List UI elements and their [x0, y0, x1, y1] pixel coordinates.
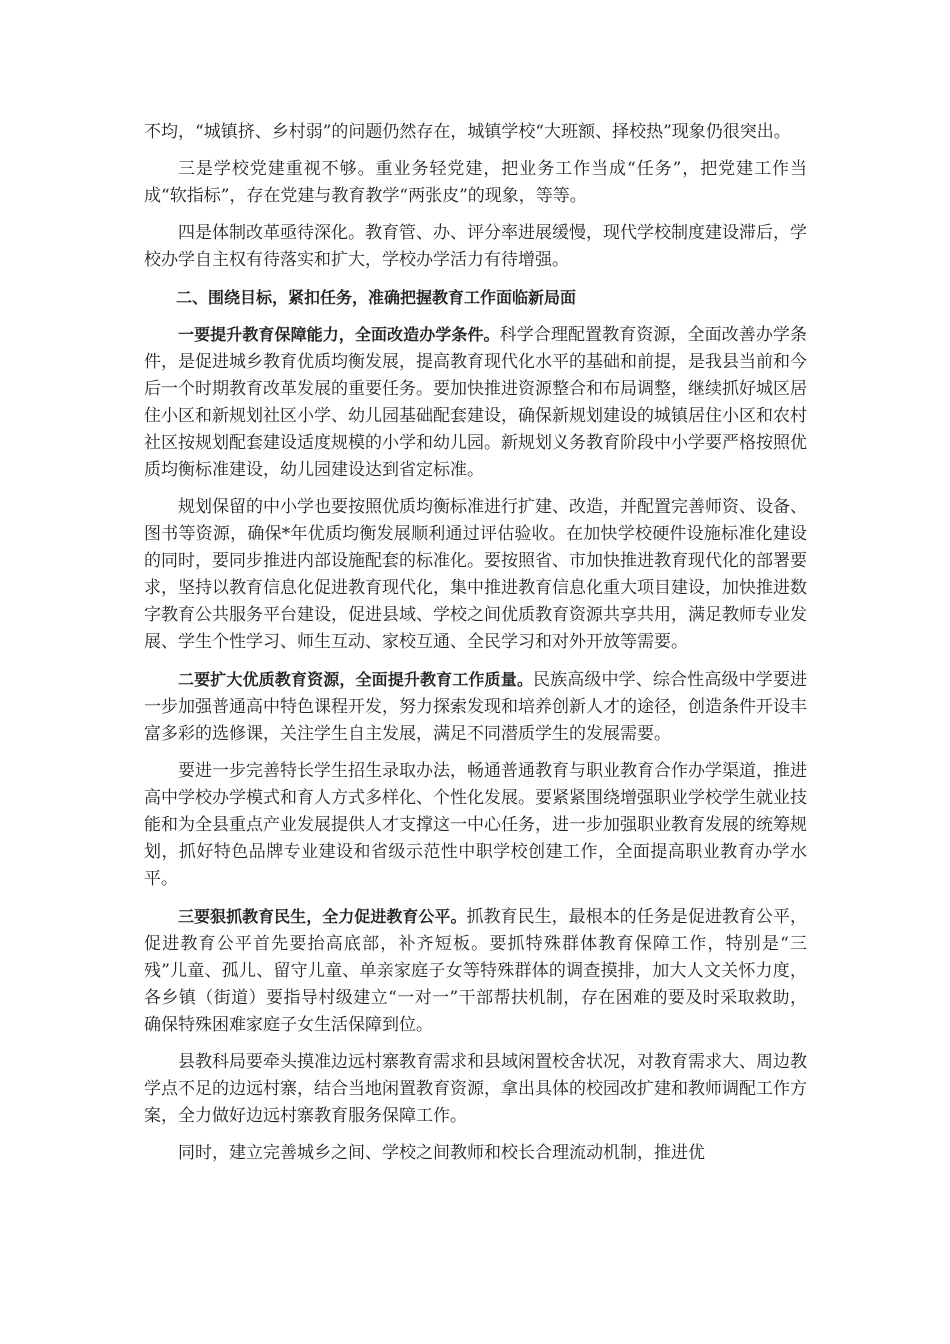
paragraph-system-reform: 四是体制改革亟待深化。教育管、办、评分率进展缓慢，现代学校制度建设滞后，学校办学自主权有待落实和扩大，学校办学活力有待增强。 — [144, 223, 807, 270]
paragraph-school-planning: 规划保留的中小学也要按照优质均衡标准进行扩建、改造，并配置完善师资、设备、图书等资源，确保*年优质均衡发展顺利通过评估验收。在加快学校硬件设施标准化建设的同时，要同步推进内部设施配套的标准化。要按照省、市加快推进教育现代化的部署要求，坚持以教育信息化促进教育现代化，集中推进教育信息化重大项目建设，加快推进数字教育公共服务平台建设，促进县域、学校之间优质教育资源共享共用，满足教师专业发展、学生个性学习、师生互动、家校互通、全民学习和对外开放等需要。 — [144, 497, 807, 652]
task-three-lead: 三要狠抓教育民生，全力促进教育公平。 — [178, 907, 467, 926]
paragraph-remote-villages: 县教科局要牵头摸准边远村寨教育需求和县域闲置校舍状况，对教育需求大、周边教学点不足的边远村寨，结合当地闲置教育资源，拿出具体的校园改扩建和教师调配工作方案，全力做好边远村寨教育服务保障工作。 — [144, 1052, 807, 1126]
paragraph-vocational-education: 要进一步完善特长学生招生录取办法，畅通普通教育与职业教育合作办学渠道，推进高中学校办学模式和育人方式多样化、个性化发展。要紧紧围绕增强职业学校学生就业技能和为全县重点产业发展提供人才支撑这一中心任务，进一步加强职业教育发展的统筹规划，抓好特色品牌专业建设和省级示范性中职学校创建工作，全面提高职业教育办学水平。 — [144, 761, 807, 889]
task-two-lead: 二要扩大优质教育资源，全面提升教育工作质量。 — [178, 670, 533, 689]
task-one-body: 科学合理配置教育资源，全面改善办学条件，是促进城乡教育优质均衡发展，提高教育现代化水平的基础和前提，是我县当前和今后一个时期教育改革发展的重要任务。要加快推进资源整合和布局调整，继续抓好城区居住小区和新规划社区小学、幼儿园基础配套建设，确保新规划建设的城镇居住小区和农村社区按规划配套建设适度规模的小学和幼儿园。新规划义务教育阶段中小学要严格按照优质均衡标准建设，幼儿园建设达到省定标准。 — [144, 325, 807, 480]
section-heading-two: 二、围绕目标，紧扣任务，准确把握教育工作面临新局面 — [176, 288, 577, 307]
document-page — [144, 119, 807, 1177]
task-one-lead: 一要提升教育保障能力，全面改造办学条件。 — [178, 325, 500, 344]
task-three-body: 抓教育民生，最根本的任务是促进教育公平，促进教育公平首先要抬高底部，补齐短板。要抓特殊群体教育保障工作，特别是“三残”儿童、孤儿、留守儿童、单亲家庭子女等特殊群体的调查摸排，加大人文关怀力度，各乡镇（街道）要指导村级建立“一对一”干部帮扶机制，存在困难的要及时采取救助，确保特殊困难家庭子女生活保障到位。 — [144, 907, 807, 1035]
paragraph-task-two — [144, 666, 807, 748]
paragraph-teacher-rotation: 同时，建立完善城乡之间、学校之间教师和校长合理流动机制，推进优 — [178, 1143, 705, 1163]
paragraph-urban-rural-imbalance: 不均，“城镇挤、乡村弱”的问题仍然存在，城镇学校“大班额、择校热”现象仍很突出。 — [144, 122, 791, 142]
paragraph-task-one — [144, 321, 807, 484]
task-two-body: 民族高级中学、综合性高级中学要进一步加强普通高中特色课程开发，努力探索发现和培养创新人才的途径，创造条件开设丰富多彩的选修课，关注学生自主发展，满足不同潜质学生的发展需要。 — [144, 670, 807, 744]
paragraph-party-building: 三是学校党建重视不够。重业务轻党建，把业务工作当成“任务”，把党建工作当成“软指标”，存在党建与教育教学“两张皮”的现象，等等。 — [144, 159, 807, 206]
paragraph-task-three — [144, 903, 807, 1039]
